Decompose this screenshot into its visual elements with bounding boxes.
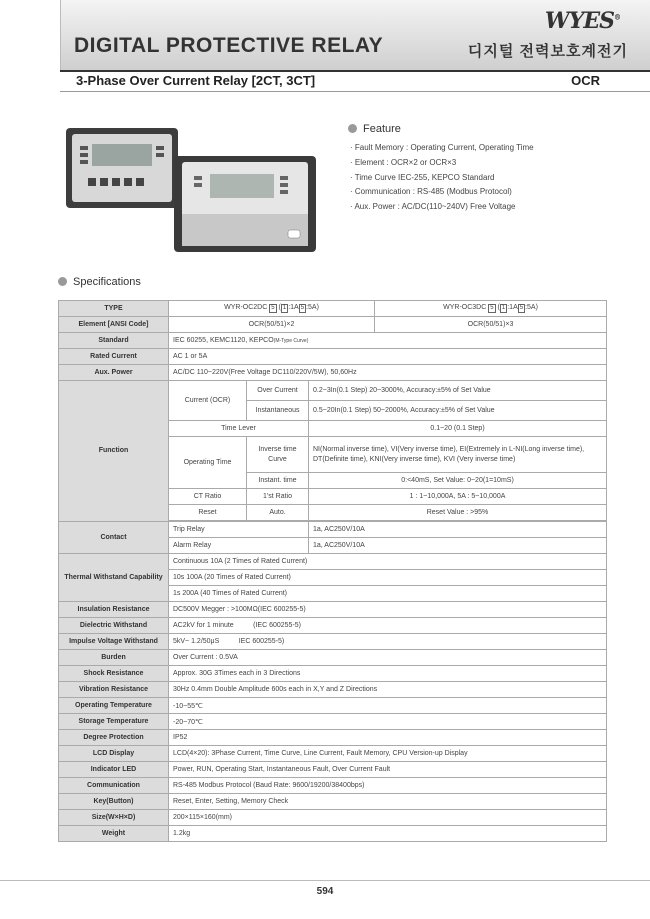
table-row: 10s 100A (20 Times of Rated Current)	[59, 570, 607, 586]
type-3ct: WYR-OC3DC 5 ( 1 :1A 5 :5A)	[375, 301, 607, 317]
table-row: Indicator LED Power, RUN, Operating Start, Instantaneous Fault, Over Current Fault	[59, 762, 607, 778]
bullet-icon	[348, 124, 357, 133]
table-row: Reset Auto. Reset Value : >95%	[59, 505, 607, 521]
specifications-heading: Specifications	[58, 276, 141, 288]
table-row: LCD Display LCD(4×20): 3Phase Current, Time Curve, Line Current, Fault Memory, CPU Version-up Display	[59, 746, 607, 762]
table-row: Storage Temperature -20~70℃	[59, 714, 607, 730]
table-row: Degree Protection IP52	[59, 730, 607, 746]
table-row: Function Current (OCR) Over Current 0.2~3In(0.1 Step) 20~3000%, Accuracy:±5% of Set Value	[59, 381, 607, 401]
table-row: Instantaneous 0.5~20In(0.1 Step) 50~2000%, Accuracy:±5% of Set Value	[59, 401, 607, 421]
table-row: Instant. time 0:<40mS, Set Value: 0~20(1=10mS)	[59, 473, 607, 489]
table-row: Vibration Resistance 30Hz 0.4mm Double Amplitude 600s each in X,Y and Z Directions	[59, 682, 607, 698]
table-row	[59, 301, 607, 317]
table-row: Element [ANSI Code] OCR(50/51)×2 OCR(50/51)×3	[59, 317, 607, 333]
product-photo	[62, 122, 332, 262]
table-row: Size(W×H×D) 200×115×160(mm)	[59, 810, 607, 826]
table-row: Shock Resistance Approx. 30G 3Times each in 3 Directions	[59, 666, 607, 682]
page-number: 594	[316, 886, 334, 897]
type-label: TYPE	[59, 301, 169, 317]
table-row: Thermal Withstand Capability Continuous 10A (2 Times of Rated Current)	[59, 554, 607, 570]
product-subtitle: 3-Phase Over Current Relay [2CT, 3CT]	[76, 73, 316, 88]
bullet-icon	[58, 277, 67, 286]
type-2ct: WYR-OC2DC 5 ( 1 :1A 5 :5A)	[169, 301, 375, 317]
page-title: DIGITAL PROTECTIVE RELAY	[74, 34, 384, 57]
table-row: Impulse Voltage Withstand 5kV~ 1.2/50μS IEC 600255-5)	[59, 634, 607, 650]
table-row: 1s 200A (40 Times of Rated Current)	[59, 586, 607, 602]
page-title-korean: 디지털 전력보호계전기	[467, 43, 628, 60]
brand-logo: WYES®	[544, 8, 620, 34]
feature-item: · Fault Memory : Operating Current, Operating Time	[350, 143, 534, 152]
table-row: Insulation Resistance DC500V Megger : >100MΩ(IEC 600255-5)	[59, 602, 607, 618]
table-row: Standard IEC 60255, KEMC1120, KEPCO(M-Type Curve)	[59, 333, 607, 349]
table-row: Alarm Relay 1a, AC250V/10A	[59, 538, 607, 554]
feature-item: · Aux. Power : AC/DC(110~240V) Free Voltage	[350, 202, 516, 212]
table-row: CT Ratio 1'st Ratio 1 : 1~10,000A, 5A : 5~10,000A	[59, 489, 607, 505]
table-row: Operating Temperature -10~55℃	[59, 698, 607, 714]
table-row: Dielectric Withstand AC2kV for 1 minute (IEC 600255-5)	[59, 618, 607, 634]
feature-item: · Time Curve IEC-255, KEPCO Standard	[350, 172, 495, 182]
footer-divider	[0, 880, 650, 881]
table-row: Rated Current AC 1 or 5A	[59, 349, 607, 365]
feature-list	[350, 141, 534, 215]
table-row: Key(Button) Reset, Enter, Setting, Memory Check	[59, 794, 607, 810]
specifications-table	[58, 300, 607, 842]
feature-item: · Communication : RS-485 (Modbus Protocol)	[350, 187, 512, 197]
product-code: OCR	[571, 73, 600, 88]
table-row: Weight 1.2kg	[59, 826, 607, 842]
feature-item: · Element : OCR×2 or OCR×3	[350, 157, 457, 167]
table-row: Operating Time Inverse time Curve NI(Normal inverse time), VI(Very inverse time), EI(Extremely in L-NI(Long inverse time), DT(Definite time), KNI(Very inverse time), KVI (Very inverse time)	[59, 437, 607, 473]
table-row: Time Lever 0.1~20 (0.1 Step)	[59, 421, 607, 437]
feature-heading: Feature	[348, 123, 401, 135]
table-row: Communication RS-485 Modbus Protocol (Baud Rate: 9600/19200/38400bps)	[59, 778, 607, 794]
table-row: Aux. Power AC/DC 110~220V(Free Voltage DC110/220V/5W), 50,60Hz	[59, 365, 607, 381]
table-row: Contact Trip Relay 1a, AC250V/10A	[59, 522, 607, 538]
table-row: Burden Over Current : 0.5VA	[59, 650, 607, 666]
